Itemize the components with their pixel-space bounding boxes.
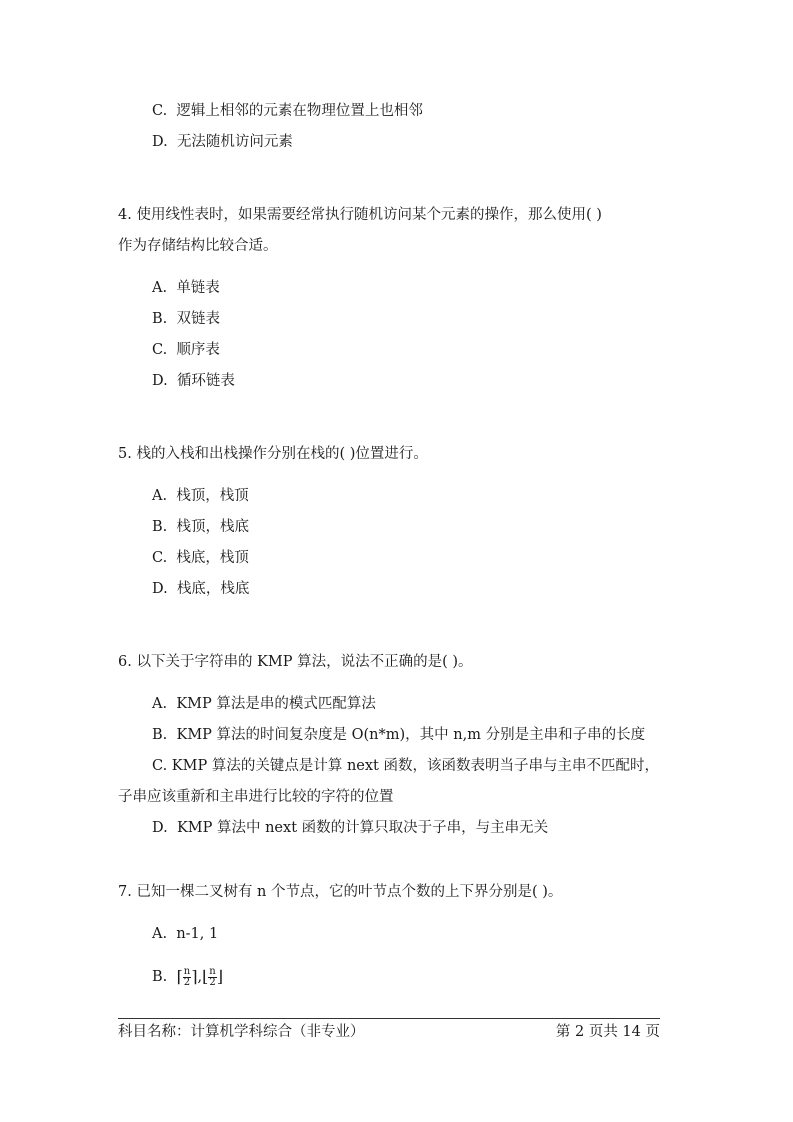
footer-rule bbox=[118, 1018, 660, 1019]
q6-option-c bbox=[152, 756, 659, 776]
fraction-numerator: n bbox=[209, 965, 216, 977]
option-label: C. bbox=[152, 758, 168, 774]
q6-stem: 6. 以下关于字符串的 KMP 算法，说法不正确的是( )。 bbox=[118, 654, 473, 670]
q5-option-b bbox=[152, 517, 249, 537]
q5-option-d bbox=[152, 579, 249, 599]
option-text: KMP 算法是串的模式匹配算法 bbox=[176, 696, 376, 712]
option-text: KMP 算法的时间复杂度是 O(n*m)，其中 n,m 分别是主串和子串的长度 bbox=[176, 727, 646, 743]
option-text: KMP 算法中 next 函数的计算只取决于子串，与主串无关 bbox=[176, 820, 549, 836]
floor-left-bracket: ⌊ bbox=[202, 967, 209, 986]
option-label: D. bbox=[152, 373, 168, 389]
option-text: 栈顶，栈底 bbox=[176, 519, 249, 535]
q4-option-a bbox=[152, 278, 220, 298]
q6-option-d bbox=[152, 818, 548, 838]
option-text: 栈底，栈顶 bbox=[176, 550, 249, 566]
ceil-right-bracket: ⌉ bbox=[191, 967, 198, 986]
option-text: n-1, 1 bbox=[176, 926, 219, 942]
q4-stem-line1: 4. 使用线性表时，如果需要经常执行随机访问某个元素的操作，那么使用( ) bbox=[118, 207, 602, 223]
separator: , bbox=[197, 969, 203, 985]
option-text: 栈底，栈底 bbox=[176, 581, 250, 597]
q3-option-d bbox=[152, 132, 293, 152]
option-label: D. bbox=[152, 134, 168, 150]
fraction-denominator: 2 bbox=[183, 976, 191, 988]
q6-option-b bbox=[152, 725, 645, 745]
q4-option-b bbox=[152, 309, 220, 329]
option-text: 顺序表 bbox=[176, 342, 220, 358]
q7-option-a bbox=[152, 924, 218, 944]
ceil-left-bracket: ⌈ bbox=[176, 967, 183, 986]
option-text: 单链表 bbox=[176, 280, 220, 296]
fraction-floor bbox=[208, 967, 216, 988]
option-label: A. bbox=[152, 280, 168, 296]
fraction-denominator: 2 bbox=[209, 976, 216, 988]
option-label: A. bbox=[152, 696, 168, 712]
option-label: D. bbox=[152, 581, 168, 597]
q4-option-d bbox=[152, 371, 235, 391]
option-text: 栈顶，栈顶 bbox=[176, 488, 249, 504]
option-label: B. bbox=[152, 727, 168, 743]
option-text: 无法随机访问元素 bbox=[176, 134, 293, 150]
option-label: D. bbox=[152, 820, 168, 836]
q5-option-c bbox=[152, 548, 249, 568]
footer-page-number: 第 2 页共 14 页 bbox=[555, 1024, 660, 1040]
floor-right-bracket: ⌋ bbox=[216, 967, 223, 986]
option-label: C. bbox=[152, 550, 168, 566]
option-label: A. bbox=[152, 926, 168, 942]
q6-option-c-continuation: 子串应该重新和主串进行比较的字符的位置 bbox=[118, 789, 394, 805]
option-label: B. bbox=[152, 519, 168, 535]
option-label: C. bbox=[152, 342, 168, 358]
option-label: A. bbox=[152, 488, 168, 504]
q7-stem: 7. 已知一棵二叉树有 n 个节点，它的叶节点个数的上下界分别是( )。 bbox=[118, 884, 563, 900]
option-label: B. bbox=[152, 969, 168, 985]
q4-stem-line2: 作为存储结构比较合适。 bbox=[118, 238, 278, 254]
fraction-ceil bbox=[183, 967, 191, 988]
q7-option-b bbox=[152, 964, 223, 990]
option-text: 逻辑上相邻的元素在物理位置上也相邻 bbox=[176, 103, 423, 119]
fraction-numerator: n bbox=[183, 965, 191, 977]
option-text: KMP 算法的关键点是计算 next 函数，该函数表明当子串与主串不匹配时， bbox=[171, 758, 659, 774]
q5-stem: 5. 栈的入栈和出栈操作分别在栈的( )位置进行。 bbox=[118, 446, 428, 462]
q4-option-c bbox=[152, 340, 220, 360]
option-label: B. bbox=[152, 311, 168, 327]
q6-option-a bbox=[152, 694, 376, 714]
q5-option-a bbox=[152, 486, 249, 506]
footer-subject: 科目名称：计算机学科综合（非专业） bbox=[118, 1024, 365, 1040]
option-text: 双链表 bbox=[176, 311, 220, 327]
option-text: 循环链表 bbox=[176, 373, 235, 389]
option-label: C. bbox=[152, 103, 168, 119]
q3-option-c bbox=[152, 101, 423, 121]
